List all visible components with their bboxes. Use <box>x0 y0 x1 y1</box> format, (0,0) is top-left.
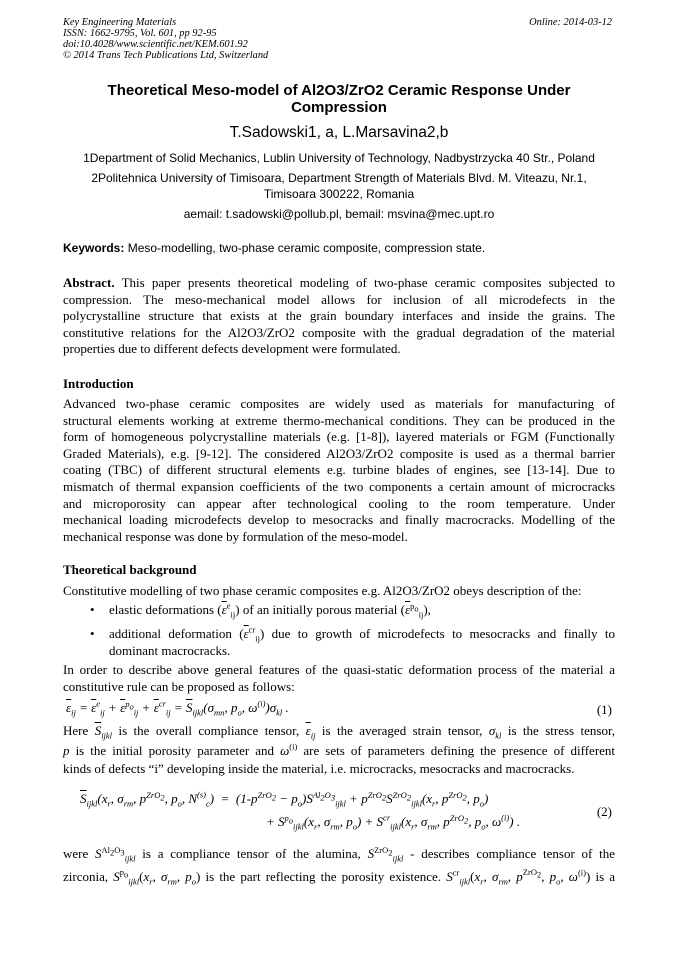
intro-line: mechanical response was done by formulation of the meso-model. <box>63 528 408 544</box>
bullet-text: ) due to growth of microdefects to mesocracks and finally to <box>260 626 615 641</box>
bullet-icon: • <box>90 626 95 641</box>
intro-line: form of homogeneous polycrystalline materials (e.g. [1-8]), layered materials or FGM (Functionally <box>63 429 615 445</box>
paper-title <box>63 82 615 116</box>
paragraph-text: is a compliance tensor of the alumina, <box>142 846 361 861</box>
paragraph-line: constitutive rule can be proposed as follows: <box>63 678 295 694</box>
abstract <box>63 275 615 358</box>
paragraph-text: are sets of parameters defining the presence of different <box>303 742 616 758</box>
paragraph-text: - describes compliance tensor of the <box>410 846 616 861</box>
theory-text: of two phase ceramic composites e.g. Al2O3/ZrO2 obeys description of the: <box>185 583 582 598</box>
authors: T.Sadowski1, a, L.Marsavina2,b <box>229 124 449 141</box>
intro-line: Advanced two-phase ceramic composites are widely used as materials for manufacturing of <box>63 396 615 411</box>
bullet-text: additional deformation ( <box>109 626 244 641</box>
bullet-icon: • <box>90 602 95 617</box>
theory-intro <box>63 583 615 600</box>
constitutive-paragraph <box>63 662 615 695</box>
paragraph-text: kinds of defects “i” developing inside the material, i.e. microcracks, mesocracks and macrocracks. <box>63 761 575 777</box>
intro-line: coating (TBC) of different structural elements e.g. turbine blades of engines, see [13-14]. Due to <box>63 462 615 478</box>
bullet-text: elastic deformations ( <box>109 602 222 617</box>
equation-1-number: (1) <box>596 702 612 717</box>
intro-heading: Introduction <box>63 376 134 391</box>
author-emails: aemail: t.sadowski@pollub.pl, bemail: msvina@mec.upt.ro <box>183 207 495 221</box>
here-paragraph: Here $\overline{S}_{ijkl}$ is the overall compliance tensor, $\overline{\varepsilon}_{ij}$ is the averaged strain tensor, $\sigma_{kl}$ is the stress tensor, p is the initial porosity parameter and $\omega^{(i)}$ are sets of parameters defining the presence of different kinds of defects “i” developing inside the material, i.e. microcracks, mesocracks and macrocracks. <box>63 723 616 777</box>
abstract-line: properties due to different defects development were formulated. <box>63 341 401 357</box>
equation-2-number: (2) <box>596 804 612 819</box>
equation-1: $\overline{\varepsilon}_{ij} = \overline{\varepsilon}^e_{ij} + \overline{\varepsilon}^{p_o}_{ij} + \overline{\varepsilon}^{cr}_{ij} = \overline{S}_{ijkl}(\sigma_{mn}$, $p_o$, $\omega^{(i)})\sigma_{kl}$ . <box>66 698 289 718</box>
paragraph-text: is the averaged strain tensor, <box>321 723 483 738</box>
journal-name: Key Engineering Materials <box>63 17 177 28</box>
abstract-line: constitutive relations for the Al2O3/ZrO2 composite with the gradual degradation of the material <box>63 324 615 340</box>
affiliation-2-line-2: Timisoara 300222, Romania <box>263 187 415 201</box>
affiliation-2-line-1: 2Politehnica University of Timisoara, Department Strength of Materials Blvd. M. Viteazu, Nr.1, <box>91 171 587 185</box>
intro-paragraph <box>63 396 615 545</box>
doi-line: doi:10.4028/www.scientific.net/KEM.601.92 <box>63 39 248 50</box>
intro-line: mismatch of thermal expansion coefficients of the two components a certain amount of microcracks <box>63 478 615 494</box>
paragraph-text: is the part reflecting the porosity existence. <box>205 868 442 884</box>
keywords-label: Keywords: <box>63 241 125 255</box>
bullet-text: ), <box>423 602 431 617</box>
paragraph-line: In order to describe above general features of the quasi-static deformation process of the material a <box>63 662 615 677</box>
theory-sub: Constitutive modelling <box>63 583 183 598</box>
title-line-1: Theoretical Meso-model of Al2O3/ZrO2 Ceramic Response Under <box>107 82 571 99</box>
paragraph-text: is the stress tensor, <box>507 723 616 738</box>
intro-line: and microporosity can appear after technological cooling to the room temperature. Under <box>63 495 615 511</box>
intro-line: structural elements working at extreme thermo-mechanical conditions. They can be produced in the <box>63 412 615 428</box>
paragraph-text: zirconia, <box>63 868 109 884</box>
bullet-text: ) of an initially porous material ( <box>235 602 405 617</box>
online-date: Online: 2014-03-12 <box>529 17 612 28</box>
paragraph-text: Here <box>63 723 89 738</box>
equation-2-line-1: $\overline{S}_{ijkl}(x_r$, $\sigma_{rm}$, $p^{ZrO_2}$, $p_o$, $N^{(s)}_c) = (1-p^{ZrO_2} - p_o)S^{Al_2O_3}_{ijkl} + p^{ZrO_2}S^{ZrO_2}_{ijkl}(x_r$, $p^{ZrO_2}$, $p_o$) <box>80 789 489 809</box>
affiliation-1: 1Department of Solid Mechanics, Lublin University of Technology, Nadbystrzycka 40 Str., Poland <box>83 151 595 165</box>
abstract-line: compression. The meso-mechanical model allows for inclusion of all microdefects in the <box>63 291 615 307</box>
paragraph-text: is the initial porosity parameter and <box>75 742 275 758</box>
abstract-label: Abstract. <box>63 275 115 290</box>
intro-line: Graded Materials), e.g. [9-12]. The considered Al2O3/ZrO2 composite is used as a thermal barrier <box>63 445 615 461</box>
abstract-line: polycrystalline structure that exists at the grain boundary interfaces and inside the grains. The <box>63 308 615 324</box>
paper-page: Key Engineering Materials ISSN: 1662-9795, Vol. 601, pp 92-95 doi:10.4028/www.scientific.net/KEM.601.92 © 2014 Trans Tech Publications Ltd, Switzerland Online: 2014-03-12 Theoretical Meso-model of Al2O3/ZrO2 Ceramic Response Under Compression T.Sadowski1, a, L.Marsavina2,b 1Department of Solid Mechanics, Lublin University of Technology, Nadbystrzycka 40 Str., Poland 2Politehnica University of Timisoara, Department Strength of Materials Blvd. M. Viteazu, Nr.1, Timisoara 300222, Romania aemail: t.sadowski@pollub.pl, bemail: msvina@mec.upt.ro Keywords: Meso-modelling, two-phase ceramic composite, compression state. Abstract. This paper presents theoretical modeling of two-phase ceramic composites subjected to compression. The meso-mechanical model allows for inclusion of all microdefects in the polycrystalline structure that exists at the grain boundary interfaces and inside the grains. The constitutive relations for the Al2O3/ZrO2 composite with the gradual degradation of the material properties due to different defects development were formulated. Introduction Advanced two-phase ceramic composites are widely used as materials for manufacturing of structural elements working at extreme thermo-mechanical conditions. They can be produced in the form of homogeneous polycrystalline materials (e.g. [1-8]), layered materials or FGM (Functionally Graded Materials), e.g. [9-12]. The considered Al2O3/ZrO2 composite is used as a thermal barrier coating (TBC) of different structural elements e.g. turbine blades of engines, see [13-14]. Due to mismatch of thermal expansion coefficients of the two components a certain amount of microcracks and microporosity can appear after technological cooling to the room temperature. Under mechanical loading microdefects develop to mesocracks and finally macrocracks. Modelling of the mechanical response was done by formulation of the meso-model. Theoretical background Constitutive modelling of two phase ceramic composites e.g. Al2O3/ZrO2 obeys description of the: • elastic deformations $(\overline{\varepsilon}^e_{ij})$ of an initially porous material $(\overline{\varepsilon}^{p_o}_{ij})$, • additional deformation $(\overline{\varepsilon}^{cr}_{ij})$ due to growth of microdefects to mesocracks and finally to dominant macrocracks. In order to describe above general features of the quasi-static deformation process of the material a constitutive rule can be proposed as follows: $\overline{\varepsilon}_{ij} = \overline{\varepsilon}^e_{ij} + \overline{\varepsilon}^{p_o}_{ij} + \overline{\varepsilon}^{cr}_{ij} = \overline{S}_{ijkl}(\sigma_{mn}$, $p_o$, $\omega^{(i)})\sigma_{kl}$ . (1) Here $\overline{S}_{ijkl}$ is the overall compliance tensor, $\overline{\varepsilon}_{ij}$ is the averaged strain tensor, $\sigma_{kl}$ is the stress tensor, p is the initial porosity parameter and $\omega^{(i)}$ are sets of parameters defining the presence of different kinds of defects “i” developing inside the material, i.e. microcracks, mesocracks and macrocracks. $\overline{S}_{ijkl}(x_r$, $\sigma_{rm}$, $p^{ZrO_2}$, $p_o$, $N^{(s)}_c) = (1-p^{ZrO_2} - p_o)S^{Al_2O_3}_{ijkl} + p^{ZrO_2}S^{ZrO_2}_{ijkl}(x_r$, $p^{ZrO_2}$, $p_o$) + $S^{p_o}_{ijkl}(x_r$, $\sigma_{rm}$, $p_o) + S^{cr}_{ijkl}(x_r$, $\sigma_{rm}$, $p^{ZrO_2}$, $p_o$, $\omega^{(i)}$) . (2) were $S^{Al_2O_3}_{ijkl}$ is a compliance tensor of the alumina, $S^{ZrO_2}_{ijkl}$ - describes compliance tensor of the zirconia, $S^{p_o}_{ijkl}(x_r$, $\sigma_{rm}$, $p_o$) is the part reflecting the porosity existence. $S^{cr}_{ijkl}(x_r$, $\sigma_{rm}$, $p^{ZrO_2}$, $p_o$, $\omega^{(i)}$) is a <box>63 17 616 887</box>
title-line-2: Compression <box>291 99 387 116</box>
theory-heading: Theoretical background <box>63 562 197 577</box>
issn-line: ISSN: 1662-9795, Vol. 601, pp 92-95 <box>63 28 217 39</box>
bullet-text: dominant macrocracks. <box>109 642 231 658</box>
affiliation-2 <box>63 170 615 202</box>
paragraph-text: is a <box>595 868 616 884</box>
keywords <box>63 241 615 255</box>
were-paragraph: were $S^{Al_2O_3}_{ijkl}$ is a compliance tensor of the alumina, $S^{ZrO_2}_{ijkl}$ - describes compliance tensor of the zirconia, $S^{p_o}_{ijkl}(x_r$, $\sigma_{rm}$, $p_o$) is the part reflecting the porosity existence. $S^{cr}_{ijkl}(x_r$, $\sigma_{rm}$, $p^{ZrO_2}$, $p_o$, $\omega^{(i)}$) is a <box>63 844 616 887</box>
paragraph-text: is the overall compliance tensor, <box>118 723 300 738</box>
intro-line: mechanical loading microdefects develop to mesocracks and finally macrocracks. Modelling of the <box>63 512 615 528</box>
abstract-line: This paper presents theoretical modeling of two-phase ceramic composites subjected to <box>121 275 615 290</box>
paragraph-text: were <box>63 846 89 861</box>
copyright-line: © 2014 Trans Tech Publications Ltd, Switzerland <box>63 50 269 61</box>
journal-header <box>63 17 268 61</box>
keywords-text: Meso-modelling, two-phase ceramic composite, compression state. <box>127 241 486 255</box>
equation-2-line-2: + $S^{p_o}_{ijkl}(x_r$, $\sigma_{rm}$, $p_o) + S^{cr}_{ijkl}(x_r$, $\sigma_{rm}$, $p^{ZrO_2}$, $p_o$, $\omega^{(i)}$) . <box>266 812 521 832</box>
